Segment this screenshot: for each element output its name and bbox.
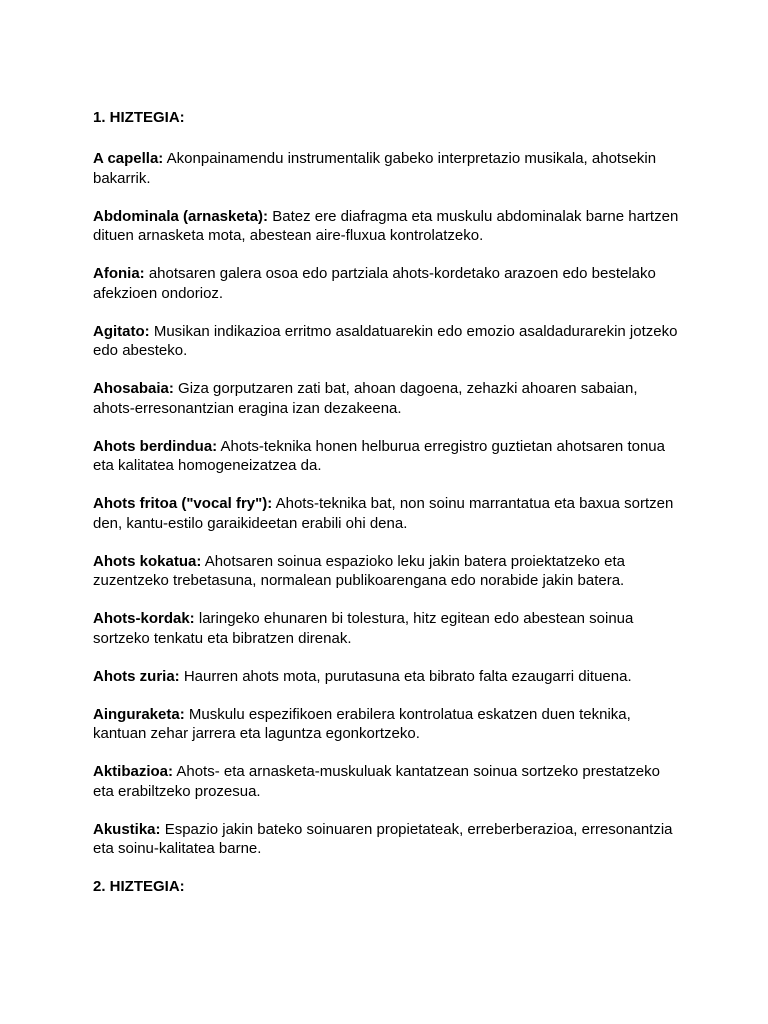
glossary-entry <box>93 762 683 801</box>
glossary-term: Ahots berdindua: <box>93 437 218 455</box>
glossary-entry <box>93 667 683 687</box>
glossary-definition: Ahotsaren soinua espazioko leku jakin batera proiektatzeko eta zuzentzeko trebetasuna, normalean publikoarengana edo norabide jakin batera. <box>93 552 625 589</box>
glossary-definition: Batez ere diafragma eta muskulu abdominalak barne hartzen dituen arnasketa mota, abestean aire-fluxua kontrolatzeko. <box>93 207 679 244</box>
glossary-list <box>93 149 683 859</box>
glossary-entry <box>93 207 683 246</box>
glossary-entry <box>93 552 683 591</box>
glossary-entry <box>93 322 683 361</box>
glossary-definition: Ahots-teknika bat, non soinu marrantatua eta baxua sortzen den, kantu-estilo garaikideetan erabili ohi dena. <box>93 495 674 532</box>
section-heading-1: 1. HIZTEGIA: <box>93 109 185 126</box>
glossary-entry <box>93 149 683 188</box>
glossary-entry <box>93 494 683 533</box>
glossary-entry <box>93 820 683 859</box>
glossary-definition: laringeko ehunaren bi tolestura, hitz egitean edo abestean soinua sortzeko tenkatu eta bibratzen direnak. <box>93 610 634 647</box>
glossary-term: Ahots zuria: <box>93 667 180 685</box>
glossary-definition: Muskulu espezifikoen erabilera kontrolatua eskatzen duen teknika, kantuan zehar jarrera eta laguntza egonkortzeko. <box>93 705 631 742</box>
glossary-definition: Giza gorputzaren zati bat, ahoan dagoena, zehazki ahoaren sabaian, ahots-erresonantzian eragina izan dezakeena. <box>93 380 638 417</box>
glossary-term: Agitato: <box>93 322 150 340</box>
glossary-definition: Haurren ahots mota, purutasuna eta bibrato falta ezaugarri dituena. <box>183 667 632 685</box>
document-page <box>93 108 683 897</box>
glossary-entry <box>93 609 683 648</box>
glossary-term: Ainguraketa: <box>93 705 185 723</box>
glossary-term: Akustika: <box>93 820 161 838</box>
glossary-definition: Ahots-teknika honen helburua erregistro guztietan ahotsaren tonua eta kalitatea homogeneizatzea da. <box>93 437 665 474</box>
glossary-definition: Akonpainamendu instrumentalik gabeko interpretazio musikala, ahotsekin bakarrik. <box>93 150 657 187</box>
glossary-definition: Musikan indikazioa erritmo asaldatuarekin edo emozio asaldadurarekin jotzeko edo abesteko. <box>93 322 678 359</box>
glossary-entry <box>93 437 683 476</box>
glossary-definition: ahotsaren galera osoa edo partziala ahots-kordetako arazoen edo bestelako afekzioen ondorioz. <box>93 265 656 302</box>
glossary-definition: Espazio jakin bateko soinuaren propietateak, erreberberazioa, erresonantzia eta soinu-kalitatea barne. <box>93 820 673 857</box>
glossary-entry <box>93 264 683 303</box>
glossary-entry <box>93 379 683 418</box>
section-heading-2: 2. HIZTEGIA: <box>93 878 185 895</box>
glossary-term: Ahosabaia: <box>93 380 174 397</box>
glossary-term: Ahots-kordak: <box>93 610 195 627</box>
glossary-term: Ahots kokatua: <box>93 552 202 570</box>
glossary-term: Afonia: <box>93 265 145 282</box>
glossary-definition: Ahots- eta arnasketa-muskuluak kantatzean soinua sortzeko prestatzeko eta erabiltzeko prozesua. <box>93 763 660 800</box>
glossary-term: A capella: <box>93 150 164 167</box>
glossary-entry <box>93 705 683 744</box>
glossary-term: Abdominala (arnasketa): <box>93 207 269 225</box>
glossary-term: Aktibazioa: <box>93 763 174 780</box>
glossary-term: Ahots fritoa ("vocal fry"): <box>93 495 273 512</box>
